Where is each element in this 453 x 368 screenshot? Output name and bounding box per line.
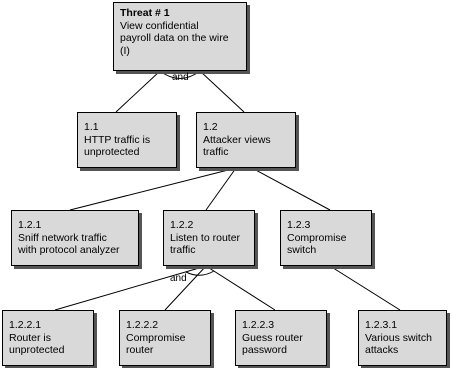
edge-root-1.2 <box>200 71 244 112</box>
node-1.2.2.1-id: 1.2.2.1 <box>9 319 42 331</box>
node-threat-1-line-3: (I) <box>120 44 130 57</box>
node-1.2.2.2-line-1: Compromise <box>126 331 186 344</box>
node-1.2.2.1-line-2: unprotected <box>9 344 65 356</box>
node-1.2.2 <box>163 210 255 266</box>
node-1.1-id: 1.1 <box>84 121 99 133</box>
node-1.2.3-line-2: switch <box>287 244 317 256</box>
node-1.2.1 <box>11 210 139 266</box>
node-1.2.3.1 <box>358 310 447 366</box>
node-1.2.3-id: 1.2.3 <box>287 219 311 231</box>
node-1.2.3.1-line-2: attacks <box>365 344 399 356</box>
node-1.2.3.1-id: 1.2.3.1 <box>365 319 398 331</box>
node-1.2.2.3-id: 1.2.2.3 <box>242 319 275 331</box>
node-1.2.3.1-line-1: Various switch <box>365 331 432 344</box>
edge-root-1.1 <box>116 71 160 112</box>
node-1.2.2.2 <box>119 310 211 366</box>
edge-1.2-1.2.3 <box>252 168 330 210</box>
edge-1.2.3-1.2.3.1 <box>330 266 400 310</box>
and-label-1.2.2: and <box>170 273 187 284</box>
node-1.2.2.3-line-1: Guess router <box>242 331 303 344</box>
node-threat-1-line-2: payroll data on the wire <box>120 32 229 44</box>
node-threat-1 <box>113 2 247 71</box>
node-1.2.2.2-id: 1.2.2.2 <box>126 319 159 331</box>
node-1.1-line-1: HTTP traffic is <box>84 133 151 146</box>
node-1.2.3 <box>280 210 372 266</box>
node-1.2.2.1 <box>2 310 94 366</box>
node-1.2.2.3-line-2: password <box>242 344 287 356</box>
node-1.2.2-line-1: Listen to router <box>170 231 241 244</box>
node-1.2.2.2-line-2: router <box>126 344 154 356</box>
node-1.2.1-line-1: Sniff network traffic <box>18 231 107 244</box>
node-1.2-id: 1.2 <box>203 121 218 133</box>
node-threat-1-title: Threat # 1 <box>120 7 170 19</box>
node-1.2-line-2: traffic <box>203 146 229 158</box>
node-1.2.2-id: 1.2.2 <box>170 219 194 231</box>
node-1.2 <box>196 112 296 168</box>
node-1.1 <box>77 112 177 168</box>
node-1.2.3-line-1: Compromise <box>287 231 347 244</box>
node-1.2.2.1-line-1: Router is <box>9 331 52 344</box>
and-label-root: and <box>172 72 189 83</box>
node-1.2-line-1: Attacker views <box>203 133 271 146</box>
node-threat-1-line-1: View confidential <box>120 19 199 32</box>
edge-1.2.2-1.2.2.3 <box>206 266 275 310</box>
node-1.2.1-id: 1.2.1 <box>18 219 42 231</box>
node-1.2.1-line-2: with protocol analyzer <box>18 244 120 256</box>
node-1.2.2.3 <box>235 310 327 366</box>
node-1.1-line-2: unprotected <box>84 146 140 158</box>
node-1.2.2-line-2: traffic <box>170 244 196 256</box>
